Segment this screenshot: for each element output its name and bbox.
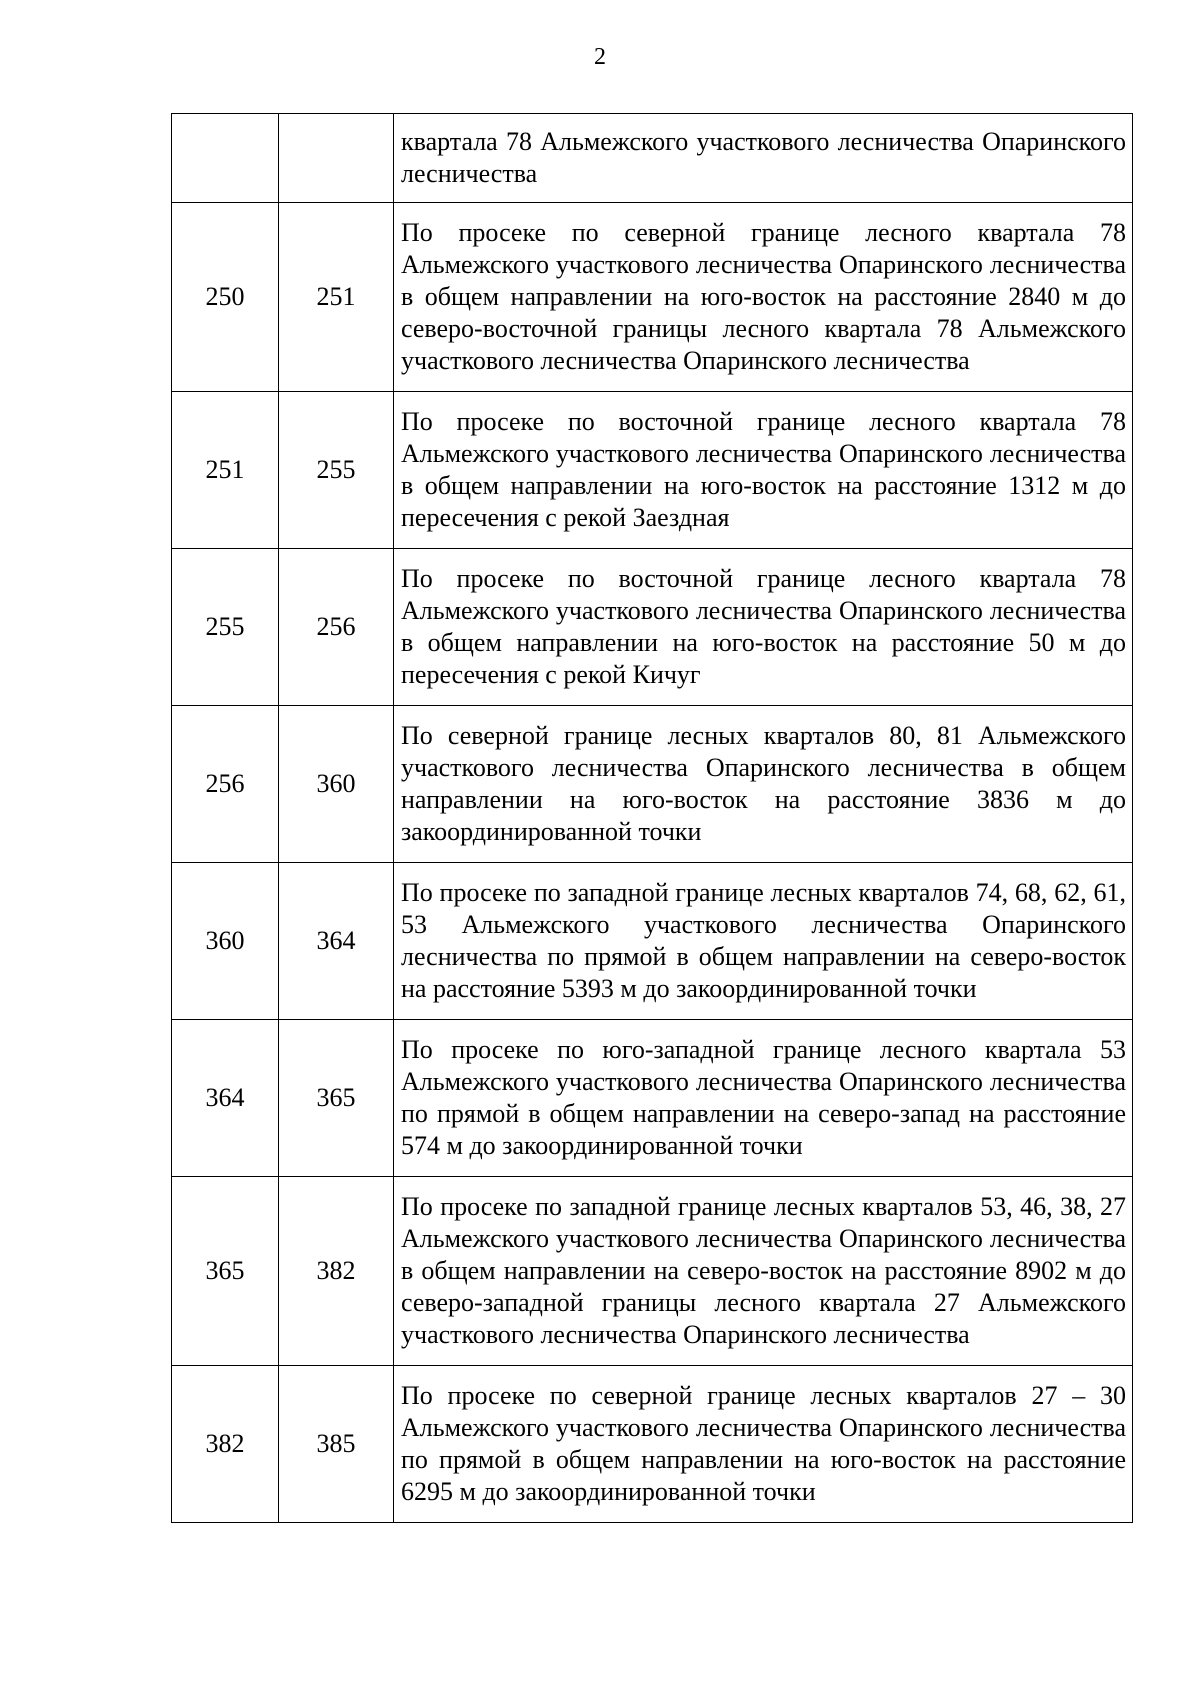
description-cell: По северной границе лесных кварталов 80, 81 Альмежского участкового лесничества Опаринского лесничества в общем направлении на юго-восток на расстояние 3836 м до закоординированной точки xyxy=(394,706,1133,863)
to-point-cell: 360 xyxy=(279,706,394,863)
table-row xyxy=(172,706,1133,863)
table-row xyxy=(172,392,1133,549)
from-point-cell: 365 xyxy=(172,1177,279,1366)
description-cell: По просеке по восточной границе лесного квартала 78 Альмежского участкового лесничества Опаринского лесничества в общем направлении на юго-восток на расстояние 50 м до пересечения с рекой Кичуг xyxy=(394,549,1133,706)
page-number: 2 xyxy=(594,44,606,70)
description-cell: По просеке по северной границе лесного квартала 78 Альмежского участкового лесничества Опаринского лесничества в общем направлении на юго-восток на расстояние 2840 м до северо-восточной границы лесного квартала 78 Альмежского участкового лесничества Опаринского лесничества xyxy=(394,203,1133,392)
to-point-cell: 385 xyxy=(279,1366,394,1523)
description-cell: По просеке по восточной границе лесного квартала 78 Альмежского участкового лесничества Опаринского лесничества в общем направлении на юго-восток на расстояние 1312 м до пересечения с рекой Заездная xyxy=(394,392,1133,549)
description-cell: По просеке по западной границе лесных кварталов 53, 46, 38, 27 Альмежского участкового лесничества Опаринского лесничества в общем направлении на северо-восток на расстояние 8902 м до северо-западной границы лесного квартала 27 Альмежского участкового лесничества Опаринского лесничества xyxy=(394,1177,1133,1366)
from-point-cell: 360 xyxy=(172,863,279,1020)
table-row xyxy=(172,1177,1133,1366)
from-point-cell: 256 xyxy=(172,706,279,863)
description-cell: По просеке по западной границе лесных кварталов 74, 68, 62, 61, 53 Альмежского участкового лесничества Опаринского лесничества по прямой в общем направлении на северо-восток на расстояние 5393 м до закоординированной точки xyxy=(394,863,1133,1020)
to-point-cell: 251 xyxy=(279,203,394,392)
table-row xyxy=(172,549,1133,706)
table-row xyxy=(172,863,1133,1020)
to-point-cell: 364 xyxy=(279,863,394,1020)
to-point-cell: 365 xyxy=(279,1020,394,1177)
description-cell: По просеке по северной границе лесных кварталов 27 – 30 Альмежского участкового лесничества Опаринского лесничества по прямой в общем направлении на юго-восток на расстояние 6295 м до закоординированной точки xyxy=(394,1366,1133,1523)
from-point-cell: 255 xyxy=(172,549,279,706)
to-point-cell xyxy=(279,114,394,203)
from-point-cell: 250 xyxy=(172,203,279,392)
to-point-cell: 382 xyxy=(279,1177,394,1366)
to-point-cell: 256 xyxy=(279,549,394,706)
from-point-cell: 251 xyxy=(172,392,279,549)
table-row xyxy=(172,203,1133,392)
description-cell: квартала 78 Альмежского участкового лесничества Опаринского лесничества xyxy=(394,114,1133,203)
from-point-cell: 382 xyxy=(172,1366,279,1523)
to-point-cell: 255 xyxy=(279,392,394,549)
boundary-table xyxy=(171,113,1133,1523)
table-row xyxy=(172,1020,1133,1177)
from-point-cell xyxy=(172,114,279,203)
description-cell: По просеке по юго-западной границе лесного квартала 53 Альмежского участкового лесничества Опаринского лесничества по прямой в общем направлении на северо-запад на расстояние 574 м до закоординированной точки xyxy=(394,1020,1133,1177)
from-point-cell: 364 xyxy=(172,1020,279,1177)
table-row xyxy=(172,1366,1133,1523)
table-row xyxy=(172,114,1133,203)
